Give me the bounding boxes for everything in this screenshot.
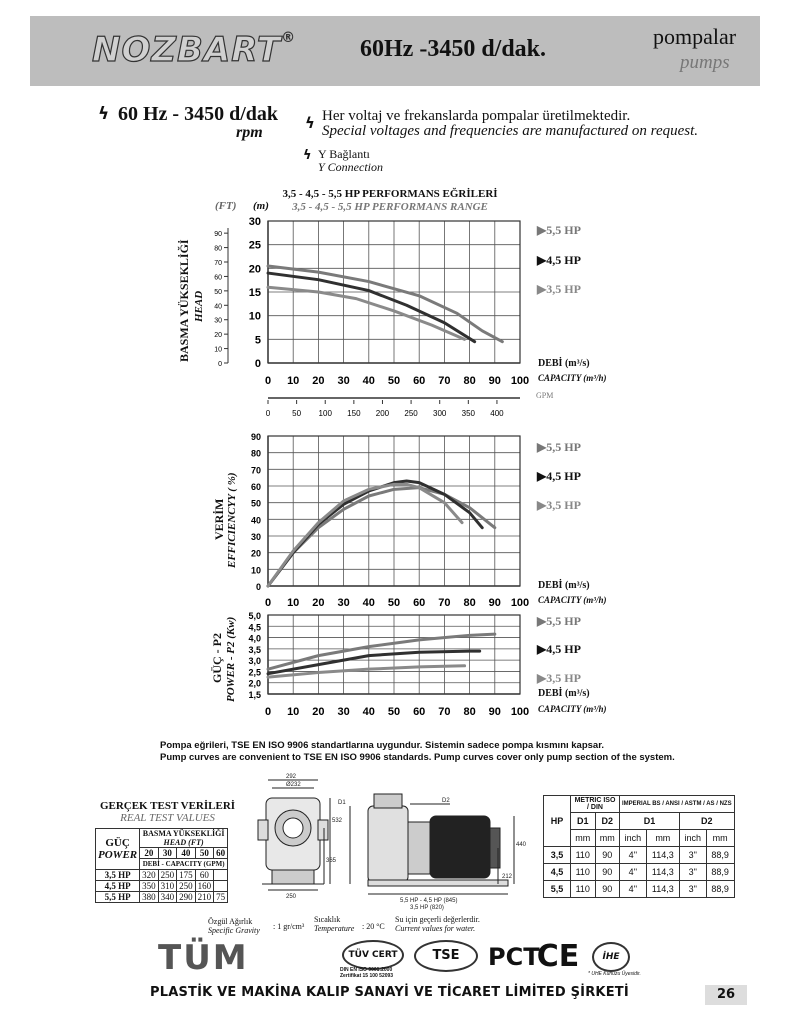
x-tick-label: 30 — [337, 375, 350, 387]
x-tick-label: 0 — [264, 375, 272, 387]
ft-tick-label: 90 — [214, 231, 222, 239]
capacity-label-2: CAPACITY (m³/h) — [538, 595, 607, 605]
y-tick-label: 0 — [255, 582, 261, 592]
debi-label-2: DEBİ (m³/s) — [538, 580, 590, 591]
legend-3-5hp-eff: ▶3,5 HP — [537, 498, 581, 512]
category-tr: pompalar — [653, 24, 737, 49]
page-title: 60Hz -3450 d/dak. — [360, 36, 547, 62]
y-tick-label: 30 — [248, 216, 261, 228]
x-tick-label: 10 — [287, 375, 300, 387]
water-note: Su için geçerli değerlerdir. Current values for water. — [395, 915, 480, 933]
x-tick-label: 60 — [413, 706, 426, 718]
legend-4-5hp-head: ▶4,5 HP — [537, 253, 581, 267]
x-tick-label: 100 — [510, 706, 530, 718]
debi-label-3: DEBİ (m³/s) — [538, 688, 590, 699]
head-header: BASMA YÜKSEKLİĞİ HEAD (FT) — [140, 829, 228, 848]
x-tick-label: 20 — [312, 375, 325, 387]
y-tick-label: 3,0 — [248, 656, 261, 667]
y-tick-label: 0 — [254, 358, 261, 370]
page-number: 26 — [705, 985, 747, 1005]
y-tick-label: 10 — [250, 565, 261, 576]
y-tick-label: 4,0 — [248, 633, 261, 644]
connection-en: Y Connection — [318, 160, 383, 174]
specific-gravity-value: : 1 gr/cm³ — [273, 922, 305, 931]
x-tick-label: 80 — [463, 706, 476, 718]
voltage-note-tr: Her voltaj ve frekanslarda pompalar üretilmektedir. — [322, 108, 631, 124]
ft-tick-label: 80 — [214, 245, 222, 253]
x-tick-label: 50 — [387, 706, 401, 718]
dim-250: 250 — [286, 894, 297, 900]
real-test-table — [95, 828, 228, 903]
ce-logo: CE — [536, 939, 580, 974]
dim-d1: D1 — [338, 800, 346, 806]
ft-tick-label: 10 — [214, 346, 222, 354]
ft-tick-label: 40 — [214, 303, 222, 311]
x-tick-label: 40 — [362, 706, 375, 718]
lightning-icon: ϟ — [303, 148, 312, 163]
y-tick-label: 5,0 — [248, 611, 261, 621]
dim-292: 292 — [286, 774, 297, 780]
real-test-title: GERÇEK TEST VERİLERİ — [99, 800, 236, 812]
dim-len-2: 3,5 HP (820) — [410, 905, 444, 911]
gost-logo: PCT — [488, 943, 540, 971]
gpm-tick-label: 150 — [347, 409, 361, 418]
legend-3-5hp-power: ▶3,5 HP — [537, 671, 581, 685]
y-tick-label: 2,5 — [248, 667, 261, 678]
y-tick-label: 1,5 — [248, 690, 261, 700]
dimensions-table: HP METRIC ISO / DIN IMPERIAL BS / ANSI / ASTM / AS / NZS D1 D2 D1 D2 mm mm inch mm inch mm 3,5 110 90 4'' 114,3 3'' 88,9 4,5 110 90 4'' 114,3 3'' 88,9 5,5 110 90 4'' 114,3 3'' 88,9 — [543, 795, 735, 898]
x-tick-label: 40 — [362, 597, 375, 609]
x-tick-label: 90 — [488, 597, 501, 609]
x-tick-label: 70 — [438, 597, 451, 609]
ihe-logo: İHE — [592, 942, 630, 972]
category-en: pumps — [680, 52, 730, 73]
head-col: 30 — [158, 848, 177, 859]
power-axis-title-tr: GÜÇ - P2 — [210, 633, 224, 683]
legend-3-5hp-head: ▶3,5 HP — [537, 282, 581, 296]
voltage-note-en: Special voltages and frequencies are manufactured on request. — [322, 123, 699, 139]
y-tick-label: 40 — [250, 515, 261, 526]
x-tick-label: 10 — [287, 597, 300, 609]
dim-d2: D2 — [442, 798, 450, 804]
y-tick-label: 25 — [248, 239, 261, 252]
head-col: 60 — [214, 848, 228, 859]
x-tick-label: 50 — [387, 375, 401, 387]
x-tick-label: 70 — [438, 375, 451, 387]
y-tick-label: 3,5 — [248, 644, 261, 655]
x-tick-label: 40 — [362, 375, 375, 387]
y-tick-label: 5 — [254, 334, 261, 347]
x-tick-label: 60 — [413, 375, 426, 387]
unit-m: (m) — [253, 200, 269, 212]
dim-365: 365 — [326, 858, 337, 864]
power-header: GÜÇ POWER — [96, 829, 140, 870]
rpm-label: rpm — [236, 124, 263, 141]
dim-232: Ø232 — [286, 782, 301, 788]
standard-note-tr: Pompa eğrileri, TSE EN ISO 9906 standartlarına uygundur. Sistemin sadece pompa kısmını kapsar. — [160, 740, 605, 751]
dims-imperial-header: IMPERIAL BS / ANSI / ASTM / AS / NZS — [620, 796, 735, 813]
series-line — [268, 481, 482, 586]
x-tick-label: 80 — [463, 597, 476, 609]
legend-5-5hp-power: ▶5,5 HP — [537, 614, 581, 628]
x-tick-label: 70 — [438, 706, 451, 718]
dim-440: 440 — [516, 842, 527, 848]
y-tick-label: 15 — [248, 287, 261, 299]
x-tick-label: 80 — [463, 375, 476, 387]
gpm-tick-label: 50 — [292, 409, 302, 418]
unit-ft: (FT) — [215, 200, 237, 212]
x-tick-label: 0 — [264, 706, 272, 718]
gpm-tick-label: 100 — [318, 409, 332, 418]
tse-logo: TSE — [414, 940, 478, 972]
y-tick-label: 20 — [250, 548, 261, 559]
ft-tick-label: 60 — [214, 274, 222, 282]
chart-title: 3,5 - 4,5 - 5,5 HP PERFORMANS EĞRİLERİ — [282, 188, 498, 200]
table-row: 5,5 HP 380 340 290 210 75 — [96, 892, 228, 903]
legend-5-5hp-eff: ▶5,5 HP — [537, 440, 581, 454]
debi-header: DEBİ - CAPACITY (GPM) — [140, 859, 228, 870]
chart-subtitle: 3,5 - 4,5 - 5,5 HP PERFORMANS RANGE — [292, 201, 488, 213]
y-tick-label: 4,5 — [248, 622, 261, 633]
x-tick-label: 100 — [510, 375, 530, 387]
lightning-icon: ϟ — [98, 104, 110, 124]
pump-dimension-drawing — [250, 772, 535, 912]
x-tick-label: 20 — [312, 706, 325, 718]
x-tick-label: 90 — [488, 706, 501, 718]
eff-axis-title-en: EFFICIENCYY ( %) — [226, 472, 238, 568]
legend-4-5hp-eff: ▶4,5 HP — [537, 469, 581, 483]
y-tick-label: 60 — [250, 482, 261, 492]
ft-tick-label: 20 — [214, 332, 222, 340]
frequency-spec: 60 Hz - 3450 d/dak — [118, 103, 279, 125]
x-tick-label: 90 — [488, 375, 501, 387]
x-tick-label: 0 — [264, 597, 272, 609]
x-tick-label: 10 — [287, 706, 300, 718]
table-row: 3,5 110 90 4'' 114,3 3'' 88,9 — [544, 847, 735, 864]
ft-tick-label: 50 — [214, 288, 222, 296]
x-tick-label: 50 — [387, 597, 401, 609]
temperature-label: Sıcaklık Temperature — [314, 915, 355, 933]
real-test-subtitle: REAL TEST VALUES — [120, 812, 215, 824]
dims-metric-header: METRIC ISO / DIN — [571, 796, 620, 813]
company-name: PLASTİK VE MAKİNA KALIP SANAYİ VE TİCARET LİMİTED ŞİRKETİ — [150, 985, 629, 1000]
debi-label-1: DEBİ (m³/s) — [538, 358, 590, 369]
series-line — [268, 287, 465, 339]
dim-212: 212 — [502, 874, 513, 880]
x-tick-label: 20 — [312, 597, 325, 609]
standard-note-en: Pump curves are convenient to TSE EN ISO 9906 standards. Pump curves cover only pump section of the system. — [160, 752, 675, 763]
capacity-label-3: CAPACITY (m³/h) — [538, 704, 607, 714]
x-tick-label: 30 — [337, 706, 350, 718]
y-tick-label: 30 — [250, 532, 261, 542]
temperature-value: : 20 °C — [362, 922, 385, 931]
y-tick-label: 50 — [250, 498, 261, 509]
head-axis-title-tr: BASMA YÜKSEKLİĞİ — [177, 239, 191, 362]
gpm-label: GPM — [536, 391, 554, 400]
y-tick-label: 2,0 — [248, 678, 261, 689]
legend-4-5hp-power: ▶4,5 HP — [537, 642, 581, 656]
tuv-cert-logo: TÜV CERT — [342, 940, 404, 970]
gpm-tick-label: 350 — [461, 409, 476, 418]
head-col: 40 — [177, 848, 196, 859]
dim-532: 532 — [332, 818, 343, 824]
table-row: 3,5 HP 320 250 175 60 — [96, 870, 228, 881]
head-axis-title-en: HEAD — [193, 290, 205, 322]
gpm-tick-label: 400 — [490, 409, 504, 418]
gpm-tick-label: 200 — [375, 409, 390, 418]
tuv-iso-text: DIN EN ISO 9001:2000 Zertifikat 15 100 52093 — [340, 967, 394, 979]
ihe-note: * UHE Kunuzu Üyesidir. — [588, 971, 641, 977]
ft-tick-label: 0 — [218, 361, 222, 368]
ft-tick-label: 30 — [214, 317, 222, 325]
brand-logo: NOZBART® — [92, 30, 297, 70]
table-row: 4,5 HP 350 310 250 160 — [96, 881, 228, 892]
y-tick-label: 80 — [250, 448, 261, 459]
power-axis-title-en: POWER - P2 (Kw) — [225, 616, 237, 702]
ft-tick-label: 70 — [214, 260, 222, 268]
connection-tr: Y Bağlantı — [318, 147, 370, 161]
table-row: 4,5 110 90 4'' 114,3 3'' 88,9 — [544, 864, 735, 881]
specific-gravity-label: Özgül Ağırlık Specific Gravity — [208, 917, 260, 935]
lightning-icon: ϟ — [305, 114, 315, 132]
y-tick-label: 70 — [250, 465, 261, 476]
head-col: 20 — [140, 848, 159, 859]
capacity-label-1: CAPACITY (m³/h) — [538, 373, 607, 383]
x-tick-label: 100 — [510, 597, 530, 609]
head-col: 50 — [195, 848, 214, 859]
dims-hp-header: HP — [544, 796, 571, 847]
legend-5-5hp-head: ▶5,5 HP — [537, 223, 581, 237]
x-tick-label: 30 — [337, 597, 350, 609]
tum-logo: TÜM — [158, 938, 249, 978]
gpm-tick-label: 300 — [433, 409, 447, 418]
gpm-tick-label: 250 — [404, 409, 418, 418]
y-tick-label: 90 — [250, 432, 261, 442]
eff-axis-title-tr: VERİM — [212, 498, 226, 540]
gpm-tick-label: 0 — [265, 409, 271, 418]
x-tick-label: 60 — [413, 597, 426, 609]
y-tick-label: 20 — [248, 263, 261, 276]
dim-len-1: 5,5 HP - 4,5 HP (845) — [400, 898, 458, 904]
table-row: 5,5 110 90 4'' 114,3 3'' 88,9 — [544, 881, 735, 898]
y-tick-label: 10 — [248, 310, 261, 323]
